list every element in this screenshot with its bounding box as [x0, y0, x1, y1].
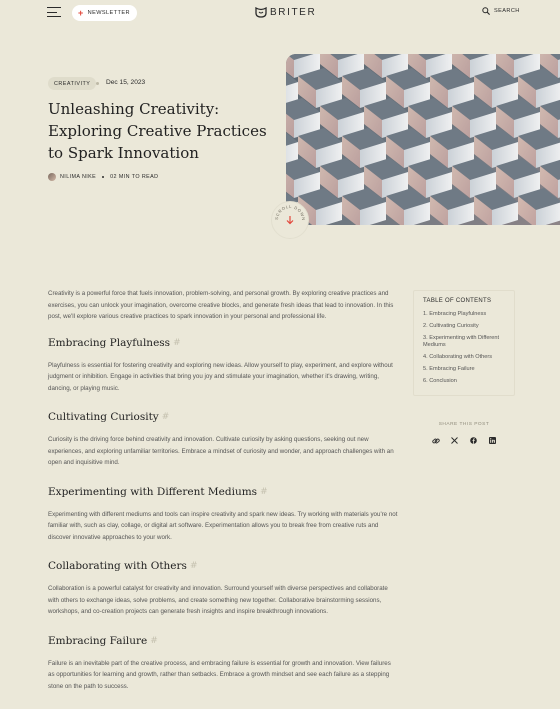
- section-heading: [48, 635, 398, 647]
- anchor-link-icon[interactable]: #: [150, 635, 158, 646]
- toc-item[interactable]: 6. Conclusion: [423, 378, 457, 384]
- section-body: Playfulness is essential for fostering creativity and exploring new ideas. Allow yourself to play, experiment, and explore without judgment or inhibition. Engage in activities that bring you joy and stimulate your imagination, whether it's drawing, writing, dancing, or playing music.: [48, 361, 393, 392]
- linkedin-icon: [489, 437, 496, 444]
- section-heading: [48, 486, 398, 498]
- anchor-link-icon[interactable]: #: [260, 486, 268, 497]
- author-avatar: [48, 173, 56, 181]
- toc-item[interactable]: 4. Collaborating with Others: [423, 354, 493, 360]
- logo-text: BRITER: [270, 6, 317, 18]
- plus-icon: +: [78, 7, 84, 18]
- post-date: Dec 15, 2023: [106, 79, 146, 86]
- anchor-link-icon[interactable]: #: [189, 561, 198, 571]
- search-button[interactable]: [482, 7, 520, 15]
- toc-item[interactable]: 2. Cultivating Curiosity: [423, 323, 479, 329]
- toc-title: TABLE OF CONTENTS: [423, 298, 492, 304]
- section-heading: [48, 411, 398, 423]
- article-section: [48, 337, 398, 395]
- section-body: Curiosity is the driving force behind creativity and innovation. Cultivate curiosity by asking questions, seeking out new experiences, and exploring unfamiliar territories. Embrace a mindset of curiosity and wonder, and approach challenges with an open and inquisitive mind.: [48, 436, 394, 466]
- share-x-button[interactable]: [449, 435, 460, 446]
- article-section: [48, 486, 398, 544]
- section-heading: [48, 337, 398, 349]
- facebook-icon: [470, 437, 477, 444]
- article-body: [48, 288, 398, 709]
- section-heading-text: Embracing Playfulness: [48, 336, 171, 349]
- section-heading-text: Collaborating with Others: [48, 560, 187, 572]
- article-section: [48, 635, 398, 693]
- share-linkedin-button[interactable]: [487, 435, 498, 446]
- section-heading-text: Cultivating Curiosity: [48, 411, 159, 423]
- search-icon: [482, 7, 490, 15]
- toc-item[interactable]: 3. Experimenting with Different Mediums: [423, 335, 500, 348]
- x-icon: [451, 437, 458, 444]
- section-body: Failure is an inevitable part of the creative process, and embracing failure is essential for growth and innovation. View failures as opportunities for learning and growth, rather than setbacks. Embrace a growth mindset and see each failure as a stepping stone on the path to success.: [48, 659, 391, 690]
- newsletter-button[interactable]: [72, 5, 137, 21]
- arrow-down-icon: [287, 216, 293, 224]
- toc-list: [423, 311, 505, 385]
- section-heading-text: Embracing Failure: [48, 634, 148, 647]
- site-header: [0, 0, 560, 26]
- article-section: [48, 560, 398, 618]
- scroll-down-button[interactable]: [271, 201, 309, 239]
- article-intro: Creativity is a powerful force that fuels innovation, problem-solving, and personal growth. By exploring creative practices and exercises, you can unlock your imagination, overcome creative blocks, and generate fresh ideas that lead to innovation. In this post, we'll explore various creative practices to spark innovation in your personal and professional life.: [48, 290, 394, 320]
- share-facebook-button[interactable]: [468, 435, 479, 446]
- hero-image: [286, 54, 560, 225]
- author-meta: [48, 173, 158, 181]
- post-title: Unleashing Creativity: Exploring Creative Practices to Spark Innovation: [48, 100, 267, 162]
- link-icon: [432, 437, 440, 445]
- search-label: SEARCH: [494, 8, 520, 14]
- share-link-button[interactable]: [430, 435, 441, 446]
- meta-separator: [96, 82, 99, 85]
- site-logo[interactable]: [255, 5, 316, 19]
- menu-icon[interactable]: [47, 7, 61, 18]
- read-time: 02 MIN TO READ: [110, 174, 159, 180]
- share-panel: [413, 422, 515, 446]
- share-label: SHARE THIS POST: [438, 422, 490, 427]
- section-heading: [48, 560, 398, 572]
- article-section: [48, 411, 398, 469]
- logo-icon: [255, 7, 267, 18]
- newsletter-label: NEWSLETTER: [87, 10, 130, 16]
- author-name[interactable]: NILIMA NIKE: [60, 174, 97, 180]
- anchor-link-icon[interactable]: #: [161, 412, 170, 422]
- scroll-label: SCROLL DOWN: [273, 203, 307, 222]
- section-body: Experimenting with different mediums and tools can inspire creativity and spark new ideas. Try working with materials you're not familiar with, such as clay, collage, or digital art software. Experimentation allows you to break free from creative ruts and discover innovative approaches to your work.: [48, 510, 398, 541]
- anchor-link-icon[interactable]: #: [173, 337, 181, 348]
- meta-bullet: [102, 176, 104, 178]
- toc-item[interactable]: 1. Embracing Playfulness: [423, 311, 487, 317]
- toc-item[interactable]: 5. Embracing Failure: [423, 366, 475, 372]
- section-heading-text: Experimenting with Different Mediums: [48, 485, 258, 498]
- category-label: CREATIVITY: [54, 80, 91, 87]
- table-of-contents: [413, 290, 515, 396]
- category-badge[interactable]: [48, 77, 96, 90]
- section-body: Collaboration is a powerful catalyst for creativity and innovation. Surround yourself with diverse perspectives and collaborate with others to exchange ideas, solve problems, and create something new together. Collaborative brainstorming sessions, workshops, and co-creation projects can generate fresh insights and inspire breakthrough innovations.: [48, 585, 388, 615]
